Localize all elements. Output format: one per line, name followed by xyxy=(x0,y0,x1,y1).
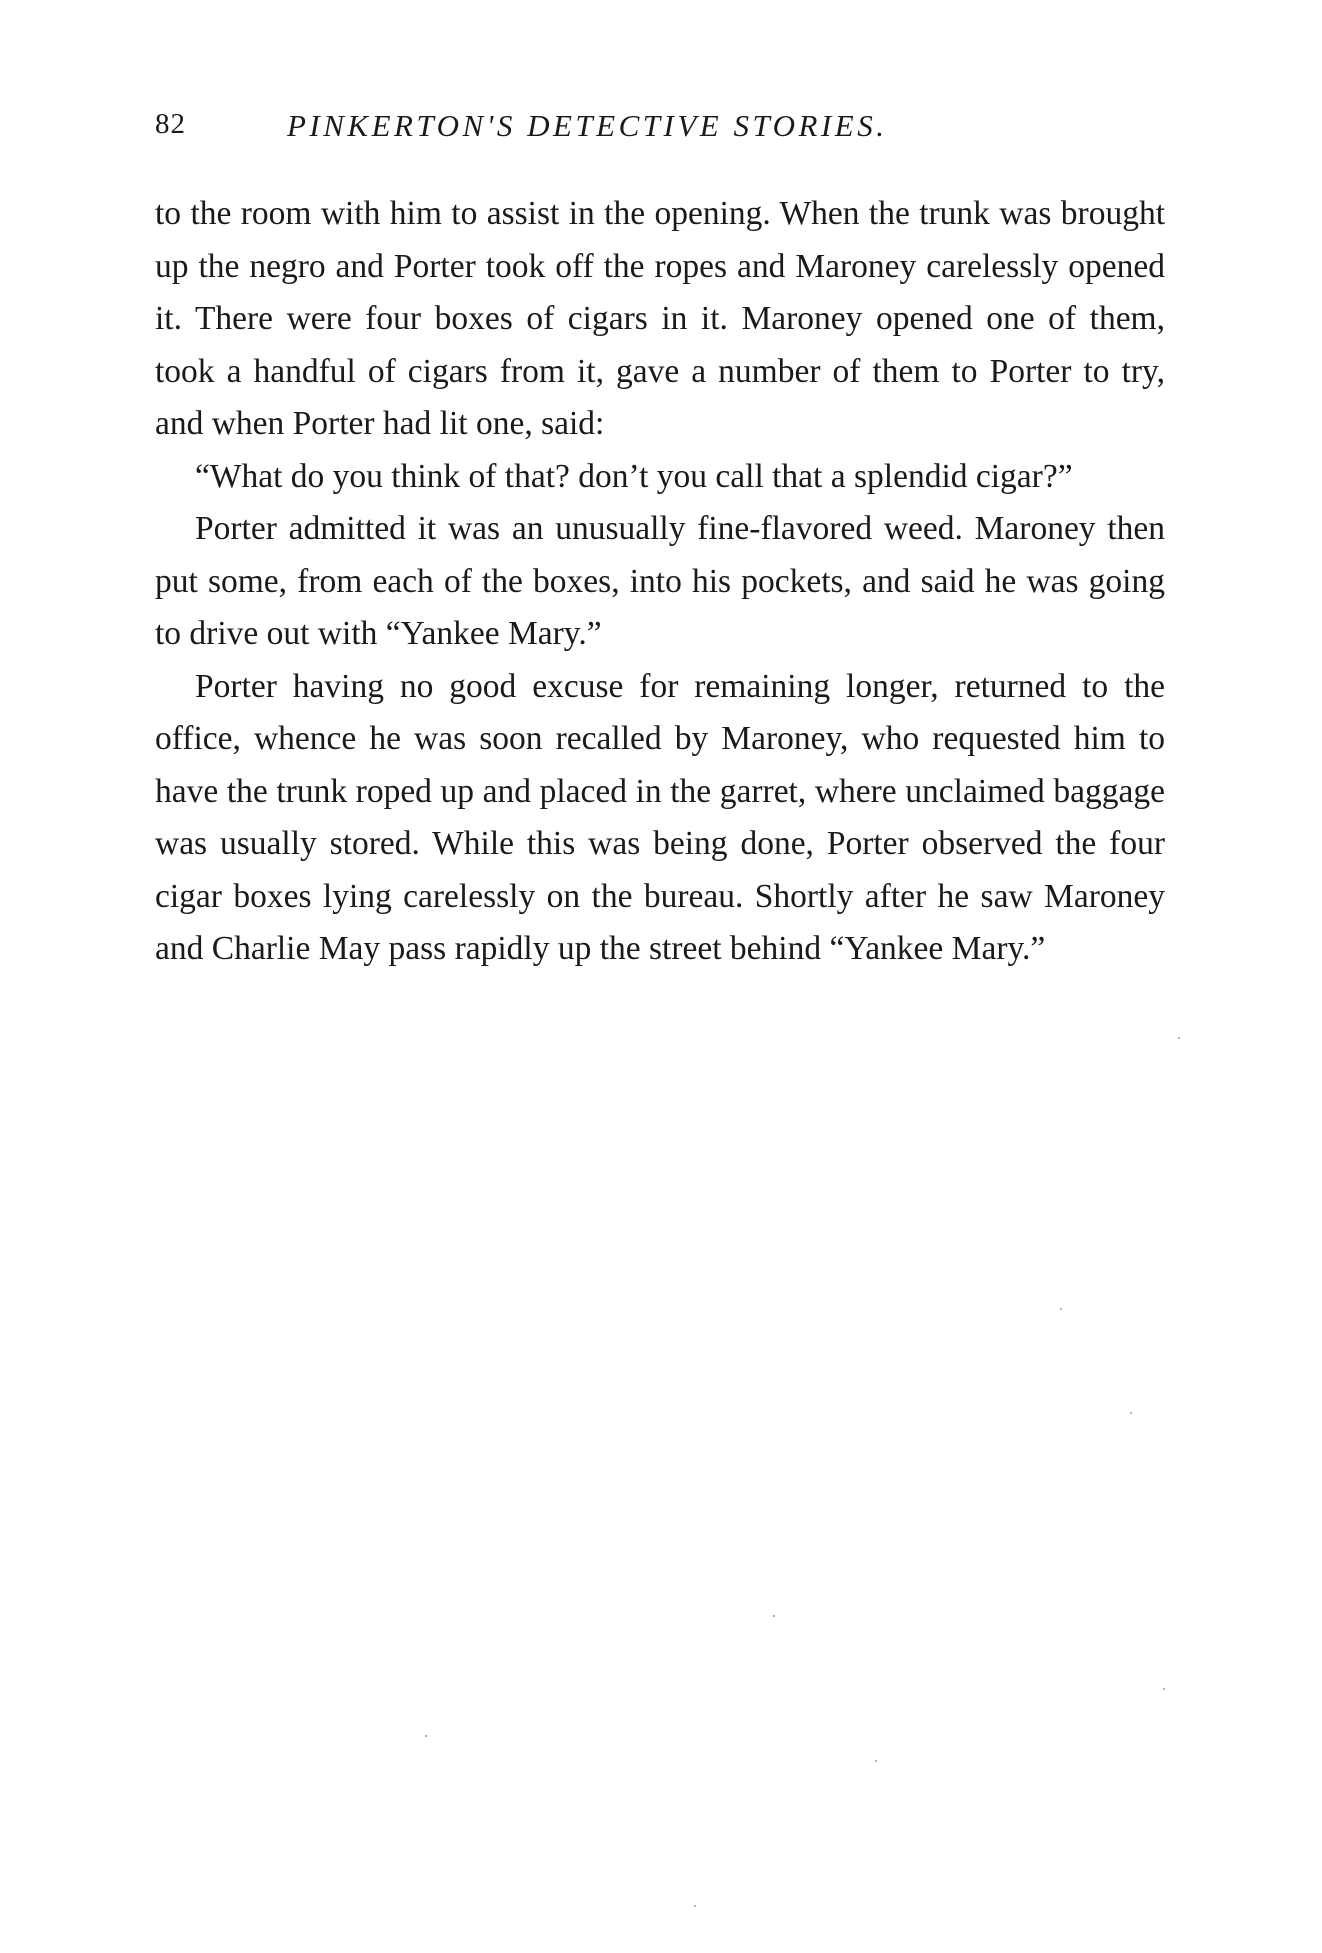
scan-speck xyxy=(1060,1308,1062,1310)
page-header xyxy=(155,108,1035,158)
body-text xyxy=(155,188,1165,976)
paragraph: “What do you think of that? don’t you call that a splendid cigar?” xyxy=(195,457,1073,495)
scan-speck xyxy=(425,1735,427,1737)
scan-speck xyxy=(694,1905,696,1907)
scan-speck xyxy=(1130,1412,1132,1414)
scan-speck xyxy=(1178,1037,1180,1039)
scan-speck xyxy=(875,1760,877,1762)
running-title: PINKERTON'S DETECTIVE STORIES. xyxy=(287,108,888,143)
paragraph: to the room with him to assist in the opening. When the trunk was brought up the negro and Porter took off the ropes and Maroney carelessly opened it. There were four boxes of cigars in it. Maroney opened one of them, took a handful of cigars from it, gave a number of them to Porter to try, and when Porter had lit one, said: xyxy=(155,195,1165,442)
page-number: 82 xyxy=(155,108,186,140)
paragraph: Porter having no good excuse for remaining longer, returned to the office, whence he was soon recalled by Maroney, who requested him to have the trunk roped up and placed in the garret, where unclaimed baggage was usually stored. While this was being done, Porter observed the four cigar boxes lying carelessly on the bureau. Shortly after he saw Maroney and Charlie May pass rapidly up the street behind “Yankee Mary.” xyxy=(155,667,1165,967)
scan-speck xyxy=(773,1615,775,1617)
scan-speck xyxy=(1163,1688,1165,1690)
paragraph: Porter admitted it was an unusually fine-flavored weed. Maroney then put some, from each of the boxes, into his pockets, and said he was going to drive out with “Yankee Mary.” xyxy=(155,510,1165,652)
